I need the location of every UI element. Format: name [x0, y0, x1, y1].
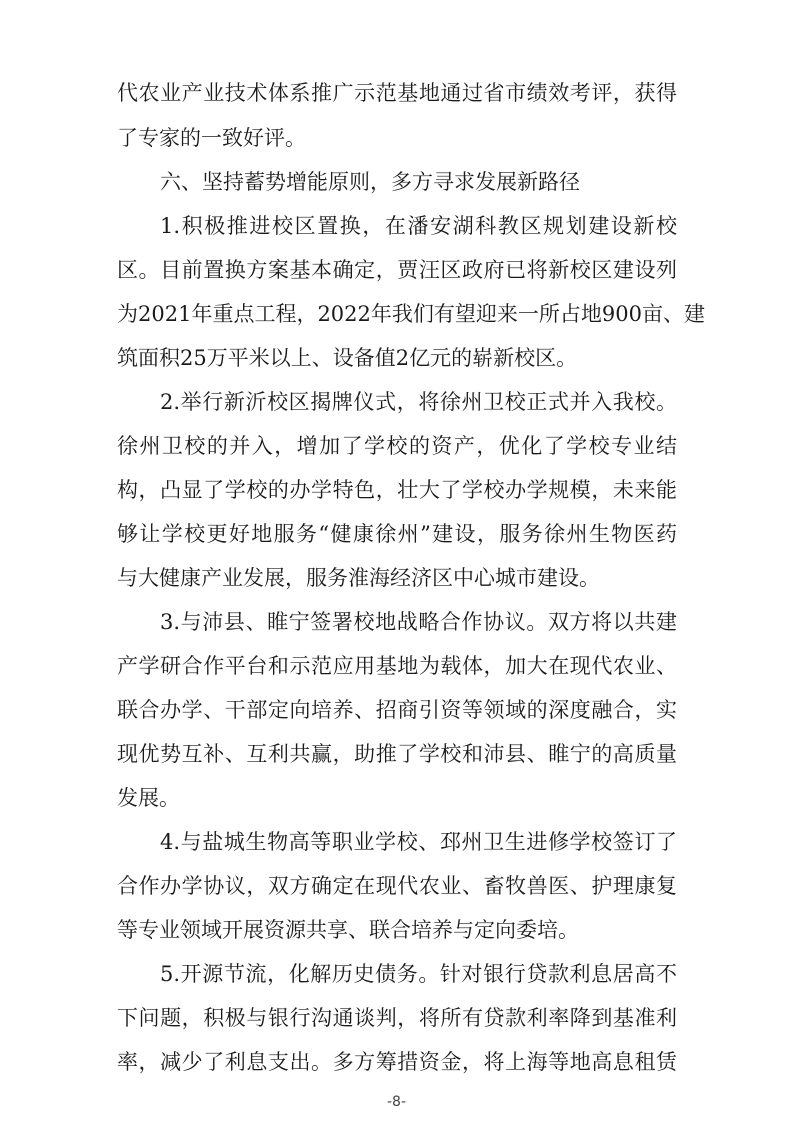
paragraph-line: 构，凸显了学校的办学特色，壮大了学校办学规模，未来能 — [117, 478, 677, 502]
paragraph-line: 4.与盐城生物高等职业学校、邳州卫生进修学校签订了 — [160, 830, 677, 854]
paragraph-line: 等专业领域开展资源共享、联合培养与定向委培。 — [117, 918, 579, 942]
paragraph-line: 现优势互补、互利共赢，助推了学校和沛县、睢宁的高质量 — [117, 742, 677, 766]
page-number: -8- — [386, 1094, 406, 1110]
section-heading: 六、坚持蓄势增能原则，多方寻求发展新路径 — [160, 170, 580, 194]
paragraph-line: 够让学校更好地服务“健康徐州”建设，服务徐州生物医药 — [117, 522, 677, 546]
paragraph-line: 3.与沛县、睢宁签署校地战略合作协议。双方将以共建 — [160, 610, 677, 634]
paragraph-line: 区。目前置换方案基本确定，贾汪区政府已将新校区建设列 — [117, 258, 677, 282]
paragraph-line: 徐州卫校的并入，增加了学校的资产，优化了学校专业结 — [117, 434, 677, 458]
paragraph-line: 代农业产业技术体系推广示范基地通过省市绩效考评，获得 — [117, 81, 677, 105]
paragraph-line: 1.积极推进校区置换，在潘安湖科教区规划建设新校 — [160, 214, 677, 238]
paragraph-line: 合作办学协议，双方确定在现代农业、畜牧兽医、护理康复 — [117, 874, 677, 898]
paragraph-line: 为2021年重点工程，2022年我们有望迎来一所占地900亩、建 — [117, 302, 705, 326]
paragraph-line: 下问题，积极与银行沟通谈判，将所有贷款利率降到基准利 — [117, 1006, 677, 1030]
paragraph-line: 与大健康产业发展，服务淮海经济区中心城市建设。 — [117, 566, 600, 590]
paragraph-line: 产学研合作平台和示范应用基地为载体，加大在现代农业、 — [117, 654, 677, 678]
paragraph-line: 发展。 — [117, 786, 180, 810]
paragraph-line: 率，减少了利息支出。多方筹措资金，将上海等地高息租赁 — [117, 1050, 677, 1074]
paragraph-line: 联合办学、干部定向培养、招商引资等领域的深度融合，实 — [117, 698, 677, 722]
paragraph-line: 筑面积25万平米以上、设备值2亿元的崭新校区。 — [117, 346, 578, 370]
paragraph-line: 2.举行新沂校区揭牌仪式，将徐州卫校正式并入我校。 — [160, 390, 677, 414]
paragraph-line: 了专家的一致好评。 — [117, 126, 306, 150]
paragraph-line: 5.开源节流，化解历史债务。针对银行贷款利息居高不 — [160, 962, 677, 986]
